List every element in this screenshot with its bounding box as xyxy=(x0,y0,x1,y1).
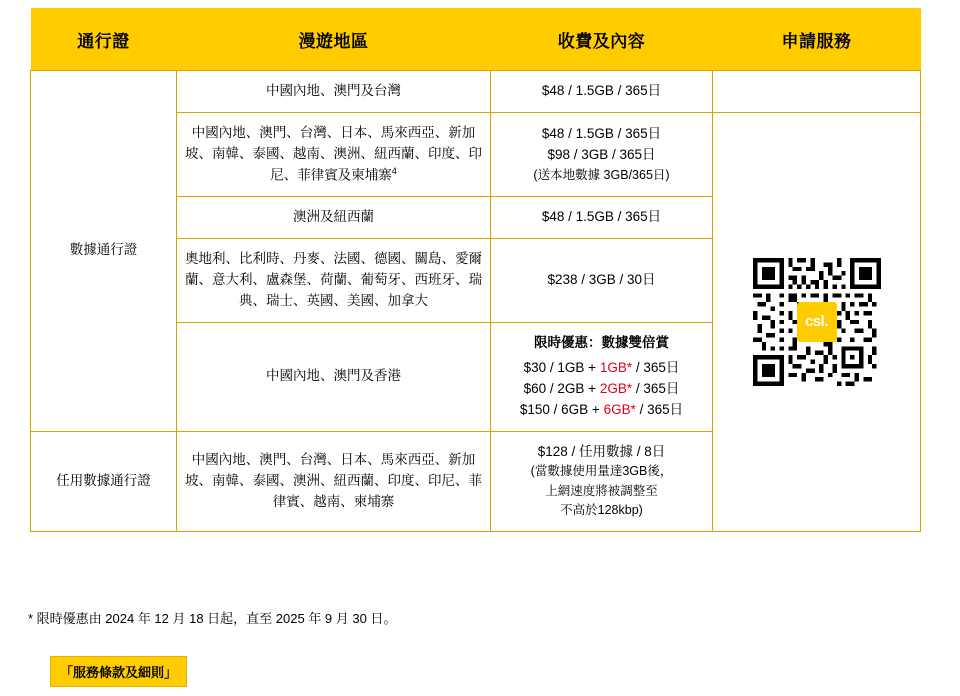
fee-line: $128 / 任用數據 / 8日 xyxy=(537,443,666,459)
promo-line-highlight: 2GB* xyxy=(599,380,633,396)
qr-code[interactable] xyxy=(753,258,881,386)
column-header-fee: 收費及內容 xyxy=(491,8,713,71)
cell-region: 澳洲及紐西蘭 xyxy=(177,197,491,239)
table-header-row xyxy=(31,8,921,71)
promo-line-after: / 365日 xyxy=(635,401,684,417)
roaming-plans-table xyxy=(30,8,921,532)
cell-region: 中國內地、澳門及台灣 xyxy=(177,71,491,113)
cell-fee xyxy=(491,112,713,196)
table-body xyxy=(31,71,921,532)
cell-apply-empty xyxy=(713,71,921,113)
promo-line-after: / 365日 xyxy=(632,380,680,396)
column-header-region: 漫遊地區 xyxy=(177,8,491,71)
footnote-text: * 限時優惠由 2024 年 12 月 18 日起，直至 2025 年 9 月 30 日。 xyxy=(28,611,397,626)
csl-logo: csl. xyxy=(797,302,837,342)
fee-line: $48 / 1.5GB / 365日 xyxy=(541,83,662,98)
table-header xyxy=(31,8,921,71)
cell-region: 中國內地、澳門、台灣、日本、馬來西亞、新加坡、南韓、泰國、澳洲、紐西蘭、印度、印尼、菲律賓、越南、柬埔寨 xyxy=(177,431,491,531)
promo-title: 限時優惠：數據雙倍賞 xyxy=(534,334,669,350)
promo-line-before: $60 / 2GB + xyxy=(523,380,600,396)
cell-fee xyxy=(491,431,713,531)
fee-note: 上網速度將被調整至 xyxy=(545,483,658,498)
cell-region: 中國內地、澳門及香港 xyxy=(177,322,491,431)
footnote-marker: 4 xyxy=(391,165,397,176)
column-header-pass: 通行證 xyxy=(31,8,177,71)
fee-note: (當數據使用量達3GB後， xyxy=(530,464,673,479)
region-text: 中國內地、澳門、台灣、日本、馬來西亞、新加坡、南韓、泰國、越南、澳洲、紐西蘭、印度、印尼、菲律賓及柬埔寨 xyxy=(185,124,482,183)
fee-note: 不高於128kbp) xyxy=(560,503,643,518)
promo-line-before: $30 / 1GB + xyxy=(523,359,600,375)
promo-line xyxy=(499,358,704,379)
terms-and-conditions-link[interactable]: 「服務條款及細則」 xyxy=(50,656,187,687)
fee-line: $98 / 3GB / 365日 xyxy=(547,146,656,162)
fee-note: (送本地數據 3GB/365日) xyxy=(533,167,670,182)
cell-region: 奧地利、比利時、丹麥、法國、德國、關島、愛爾蘭、意大利、盧森堡、荷蘭、葡萄牙、西班牙、瑞典、瑞士、英國、美國、加拿大 xyxy=(177,239,491,323)
qr-wrapper xyxy=(721,258,912,386)
promo-line-before: $150 / 6GB + xyxy=(519,401,604,417)
promo-line-highlight: 6GB* xyxy=(603,401,636,417)
cell-fee xyxy=(491,239,713,323)
cell-pass-data-pass: 數據通行證 xyxy=(31,71,177,432)
cell-fee-promo xyxy=(491,322,713,431)
cell-apply-qr xyxy=(713,112,921,531)
table-row xyxy=(31,71,921,113)
cell-fee xyxy=(491,71,713,113)
cell-region xyxy=(177,112,491,196)
column-header-apply: 申請服務 xyxy=(713,8,921,71)
fee-line: $238 / 3GB / 30日 xyxy=(547,272,656,288)
promo-line-after: / 365日 xyxy=(632,359,680,375)
promo-line xyxy=(499,400,704,421)
cell-pass-unlimited-pass: 任用數據通行證 xyxy=(31,431,177,531)
fee-line: $48 / 1.5GB / 365日 xyxy=(541,125,662,141)
promo-line-highlight: 1GB* xyxy=(599,359,633,375)
fee-line: $48 / 1.5GB / 365日 xyxy=(541,209,662,225)
cell-fee xyxy=(491,197,713,239)
promo-line xyxy=(499,379,704,400)
